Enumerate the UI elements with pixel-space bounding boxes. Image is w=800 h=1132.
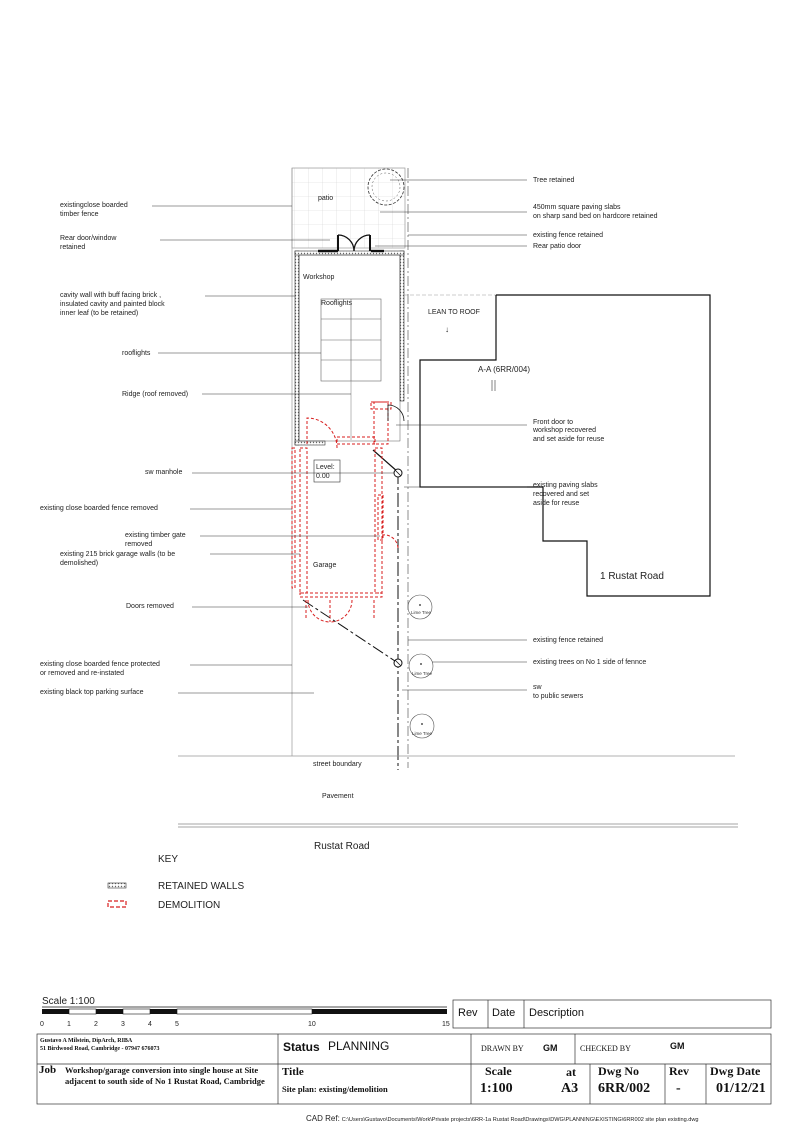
section-marker-icon [492, 380, 495, 391]
drainage-branch-line [373, 450, 398, 472]
scale-tick-label: 3 [121, 1021, 125, 1028]
dwg-date-label: Dwg Date [710, 1064, 761, 1078]
checked-by-value: GM [670, 1041, 685, 1051]
scale-tick-label: 10 [308, 1021, 316, 1028]
annotation-text: Ridge (roof removed) [122, 391, 189, 398]
dwg-date-value: 01/12/21 [716, 1081, 766, 1096]
scale-bar-title: Scale 1:100 [42, 996, 95, 1007]
annotation-text: sw manhole [145, 469, 183, 476]
revision-date-header: Date [492, 1007, 516, 1019]
svg-text:Lime Tree: Lime Tree [412, 731, 433, 736]
annotation-text: to public sewers [533, 693, 584, 700]
annotation-text: insulated cavity and painted block [60, 301, 165, 308]
demolition-swatch [108, 901, 126, 907]
annotation-text: existing black top parking surface [40, 689, 144, 696]
annotation-text: removed [125, 541, 153, 548]
job-label: Job [39, 1064, 57, 1076]
annotation-text: existing close boarded fence removed [40, 505, 158, 512]
rustat-building-label: 1 Rustat Road [600, 571, 664, 582]
annotation-text: demolished) [60, 560, 99, 567]
annotation-text: existing fence retained [533, 637, 604, 644]
patio-label: patio [318, 195, 334, 202]
dwg-no-value: 6RR/002 [598, 1081, 651, 1096]
scale-tick-label: 5 [175, 1021, 179, 1028]
left-annotations [40, 202, 394, 696]
retained-walls-swatch [108, 883, 126, 888]
annotation-text: rooflights [122, 350, 151, 357]
retained-walls-label: RETAINED WALLS [158, 881, 245, 892]
road-label: Rustat Road [314, 841, 370, 852]
pavement-label: Pavement [322, 793, 354, 800]
annotation-text: aside for reuse [533, 500, 580, 507]
rev-label: Rev [669, 1064, 689, 1078]
lime-tree-icon [408, 595, 432, 619]
section-marker-label: A-A (6RR/004) [478, 365, 531, 374]
lean-to-roof-label: LEAN TO ROOF [428, 309, 480, 316]
scale-tick-label: 1 [67, 1021, 71, 1028]
scale-tick-label: 4 [148, 1021, 152, 1028]
lean-to-roof-arrow-icon: ↓ [445, 325, 449, 334]
level-value: 0.00 [316, 473, 330, 480]
at-label: at [566, 1065, 576, 1079]
manhole-icon [394, 469, 402, 477]
status-value: PLANNING [328, 1039, 390, 1053]
annotation-text: and set aside for reuse [533, 436, 605, 443]
scale-bar [40, 996, 450, 1028]
cad-ref-label: CAD Ref: [306, 1114, 340, 1123]
sewer-branch-line [303, 600, 398, 663]
rooflights-grid [321, 299, 381, 381]
patio-area [292, 168, 405, 248]
revision-rev-header: Rev [458, 1007, 478, 1019]
annotation-text: workshop recovered [533, 427, 597, 434]
annotation-text: inner leaf (to be retained) [60, 310, 139, 317]
annotation-text: or removed and re-instated [40, 670, 125, 677]
lime-tree-icon [409, 654, 433, 678]
lime-tree-icon [410, 714, 434, 738]
scale-value: 1:100 [480, 1081, 513, 1096]
annotation-text: Rear door/window [60, 235, 117, 242]
site-plan [178, 168, 738, 852]
garage-label: Garage [313, 562, 337, 569]
annotation-text: existing close boarded fence protected [40, 661, 160, 668]
svg-text:Lime Tree: Lime Tree [412, 671, 433, 676]
checked-by-label: CHECKED BY [580, 1044, 631, 1053]
drawn-by-value: GM [543, 1043, 558, 1053]
annotation-text: retained [60, 244, 86, 251]
annotation-text: Rear patio door [533, 243, 582, 250]
key-title: KEY [158, 854, 179, 865]
annotation-text: on sharp sand bed on hardcore retained [533, 213, 658, 220]
annotation-text: recovered and set [533, 491, 590, 498]
title-block-frame [37, 1000, 771, 1104]
annotation-text: existing timber gate [125, 532, 186, 539]
job-text: Workshop/garage conversion into single house at Site adjacent to south side of No 1 Rustat Road, Cambridge [65, 1065, 265, 1086]
annotation-text: existing paving slabs [533, 482, 598, 489]
workshop-front-door-icon [388, 405, 404, 421]
demolition-label: DEMOLITION [158, 900, 221, 911]
scale-tick-label: 2 [94, 1021, 98, 1028]
revision-description-header: Description [529, 1007, 585, 1019]
sewer-connection-icon [394, 659, 402, 667]
legend-key [108, 854, 244, 911]
annotation-text: Doors removed [126, 603, 174, 610]
street-boundary-label: street boundary [313, 761, 362, 768]
annotation-text: existing 215 brick garage walls (to be [60, 551, 176, 558]
status-label: Status [283, 1040, 320, 1054]
annotation-text: existing trees on No 1 side of fennce [533, 659, 647, 666]
cad-reference [306, 1114, 699, 1123]
annotation-text: existingclose boarded [60, 202, 128, 209]
title-text: Site plan: existing/demolition [282, 1084, 388, 1094]
annotation-text: timber fence [60, 211, 99, 218]
annotation-text: existing fence retained [533, 232, 604, 239]
annotation-text: 450mm square paving slabs [533, 204, 621, 211]
annotation-text: Tree retained [533, 177, 575, 184]
rooflights-room-label: Rooflights [321, 300, 353, 307]
scale-tick-label: 15 [442, 1021, 450, 1028]
dwg-no-label: Dwg No [598, 1064, 639, 1078]
title-label: Title [282, 1066, 304, 1078]
scale-label: Scale [485, 1064, 512, 1078]
right-annotations [375, 177, 658, 700]
annotation-text: cavity wall with buff facing brick , [60, 292, 162, 299]
cad-ref-path: C:\Users\Gustavo\Documents\Work\Private projects\6RR-1a Rustat Road\Drawings\DWG\PLANNING\EXISTING\6RR002 site plan existing.dwg [341, 1117, 699, 1123]
scale-tick-label: 0 [40, 1021, 44, 1028]
garage-demolition-walls [292, 402, 398, 618]
annotation-text: Front door to [533, 419, 574, 426]
rev-value: - [676, 1081, 681, 1096]
neighbour-building-1-rustat-road [404, 295, 710, 596]
architect-address: 51 Birdwood Road, Cambridge - 07947 676073 [40, 1046, 160, 1052]
annotation-text: sw [533, 684, 542, 691]
architect-name: Gustavo A Milstein, DipArch, RIBA [40, 1038, 133, 1044]
drawn-by-label: DRAWN BY [481, 1044, 524, 1053]
garage-doors-removed-icon [308, 600, 352, 622]
svg-text:Lime Tree: Lime Tree [411, 610, 432, 615]
paper-size: A3 [561, 1081, 579, 1096]
workshop-label: Workshop [303, 274, 335, 281]
level-label: Level: [316, 464, 335, 471]
